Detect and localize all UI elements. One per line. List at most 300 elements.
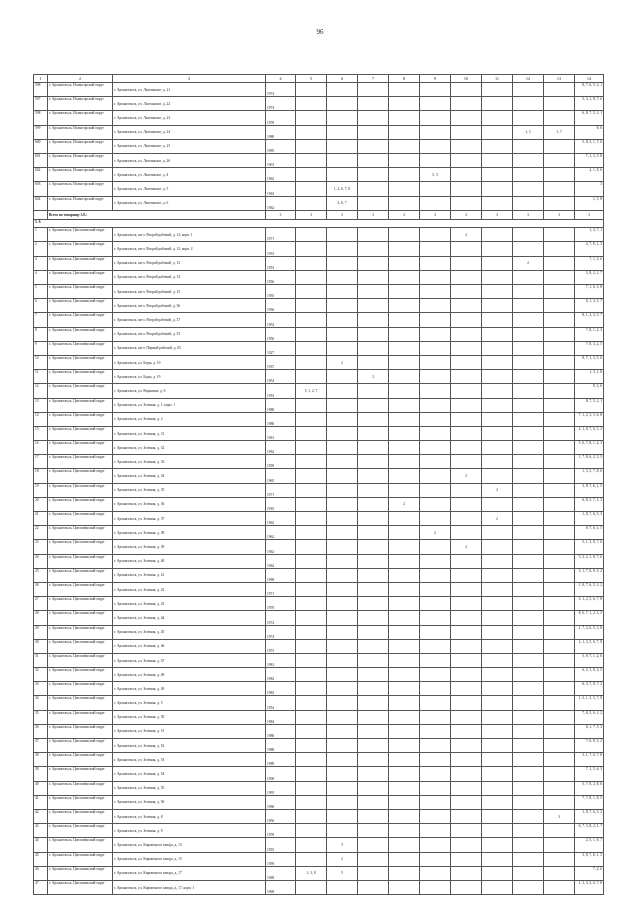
row-c8 bbox=[389, 299, 420, 313]
row-c12 bbox=[513, 469, 544, 483]
row-c12: 2 bbox=[513, 256, 544, 270]
row-c14: 6, 3, 7, 8, 7, 2 bbox=[575, 682, 604, 696]
row-c10 bbox=[451, 83, 482, 97]
row-year: 1971 bbox=[266, 483, 296, 497]
row-number: 8 bbox=[34, 327, 48, 341]
row-c14: 1, 3, 1, 8 bbox=[575, 370, 604, 384]
row-number: 6 bbox=[34, 299, 48, 313]
row-c8 bbox=[389, 880, 420, 894]
row-c7 bbox=[358, 384, 389, 398]
row-year: 1953 bbox=[266, 256, 296, 270]
row-c11 bbox=[482, 242, 513, 256]
row-address: г. Архангельск, ул. Зеленая, д. 1, корп. 1 bbox=[113, 398, 266, 412]
page-number: 96 bbox=[316, 28, 324, 36]
row-c6 bbox=[327, 597, 358, 611]
row-c6: 5 bbox=[327, 866, 358, 880]
row-c13 bbox=[544, 540, 575, 554]
row-c13 bbox=[544, 168, 575, 182]
row-c11 bbox=[482, 196, 513, 210]
row-c13 bbox=[544, 139, 575, 153]
row-number: 37 bbox=[34, 739, 48, 753]
row-c14: 2, 1, 3, 5, 6, 7, 8 bbox=[575, 639, 604, 653]
column-number-11: 11 bbox=[482, 75, 513, 83]
row-year: 1983 bbox=[266, 682, 296, 696]
row-location: г. Архангельск, Цигломенский округ bbox=[48, 710, 113, 724]
row-c8: 2 bbox=[389, 497, 420, 511]
row-c14: 1, 8, 7, 6, 5, 3 bbox=[575, 512, 604, 526]
row-c13: 1, 7 bbox=[544, 125, 575, 139]
row-c8 bbox=[389, 625, 420, 639]
row-c9 bbox=[420, 125, 451, 139]
row-number: 15 bbox=[34, 426, 48, 440]
row-c12 bbox=[513, 412, 544, 426]
row-number: 28 bbox=[34, 611, 48, 625]
row-year: 1952 bbox=[266, 313, 296, 327]
row-c5 bbox=[296, 196, 327, 210]
row-address: г. Архангельск, ул. Зеленая, д. 34 bbox=[113, 469, 266, 483]
table-row bbox=[34, 313, 604, 327]
row-c13 bbox=[544, 724, 575, 738]
row-c6 bbox=[327, 739, 358, 753]
row-c14: 2, 5, 1, 8, 7 bbox=[575, 838, 604, 852]
row-c10 bbox=[451, 483, 482, 497]
row-c5 bbox=[296, 355, 327, 369]
row-number: 22 bbox=[34, 526, 48, 540]
row-address: г. Архангельск, ул. Лахтинское, д. 25 bbox=[113, 139, 266, 153]
table-row bbox=[34, 370, 604, 384]
row-number: 7 bbox=[34, 313, 48, 327]
row-number: 602 bbox=[34, 168, 48, 182]
row-c11 bbox=[482, 441, 513, 455]
row-c6 bbox=[327, 582, 358, 596]
row-c7 bbox=[358, 153, 389, 167]
row-address: г. Архангельск, ул. Зеленая, д. 39 bbox=[113, 540, 266, 554]
row-c14: 8, 1, 7, 5, 3 bbox=[575, 724, 604, 738]
row-address: г. Архангельск, кв-л. Второй рабочий, д. 53 bbox=[113, 327, 266, 341]
table-row bbox=[34, 182, 604, 196]
row-c5 bbox=[296, 242, 327, 256]
row-c14: 7, 1, 2, 3, 5, 6, 8 bbox=[575, 412, 604, 426]
column-number-3: 3 bbox=[113, 75, 266, 83]
row-c13 bbox=[544, 355, 575, 369]
row-c5 bbox=[296, 341, 327, 355]
row-c5 bbox=[296, 512, 327, 526]
row-c10 bbox=[451, 611, 482, 625]
row-address: г. Архангельск, ул. Лахтинское, д. 4 bbox=[113, 168, 266, 182]
row-c7 bbox=[358, 753, 389, 767]
row-c12 bbox=[513, 767, 544, 781]
table-row bbox=[34, 795, 604, 809]
row-c9 bbox=[420, 852, 451, 866]
table-row bbox=[34, 469, 604, 483]
row-c6 bbox=[327, 441, 358, 455]
row-c11 bbox=[482, 682, 513, 696]
row-c9 bbox=[420, 739, 451, 753]
row-c9 bbox=[420, 370, 451, 384]
row-address: г. Архангельск, ул. Зеленая, д. 35 bbox=[113, 483, 266, 497]
row-c13 bbox=[544, 256, 575, 270]
row-c7 bbox=[358, 696, 389, 710]
row-location: г. Архангельск, Цигломенский округ bbox=[48, 724, 113, 738]
row-c10 bbox=[451, 795, 482, 809]
row-address: г. Архангельск, ул. Зеленая, д. 9 bbox=[113, 824, 266, 838]
row-number: 43 bbox=[34, 824, 48, 838]
row-c10 bbox=[451, 809, 482, 823]
row-c8 bbox=[389, 795, 420, 809]
row-c12 bbox=[513, 639, 544, 653]
row-c6 bbox=[327, 228, 358, 242]
row-number: 20 bbox=[34, 497, 48, 511]
row-c12 bbox=[513, 426, 544, 440]
row-c14: 1, 2, 3, 5, 6, 7, 8 bbox=[575, 880, 604, 894]
total-value: 3 bbox=[296, 210, 327, 219]
row-c9 bbox=[420, 753, 451, 767]
row-location: г. Архангельск, Исакогорский округ bbox=[48, 111, 113, 125]
row-c5 bbox=[296, 611, 327, 625]
row-c8 bbox=[389, 168, 420, 182]
row-address: г. Архангельск, ул. Зеленая, д. 37 bbox=[113, 512, 266, 526]
row-c8 bbox=[389, 809, 420, 823]
row-year: 1986 bbox=[266, 724, 296, 738]
row-location: г. Архангельск, Цигломенский округ bbox=[48, 455, 113, 469]
row-c10 bbox=[451, 682, 482, 696]
row-c12 bbox=[513, 582, 544, 596]
row-number: 17 bbox=[34, 455, 48, 469]
table-row bbox=[34, 355, 604, 369]
row-number: 604 bbox=[34, 196, 48, 210]
row-year: 1959 bbox=[266, 852, 296, 866]
row-number: 603 bbox=[34, 182, 48, 196]
row-c10 bbox=[451, 168, 482, 182]
row-c9 bbox=[420, 196, 451, 210]
row-year: 1956 bbox=[266, 299, 296, 313]
row-address: г. Архангельск, ул. Зеленая, д. 38 bbox=[113, 526, 266, 540]
row-year: 1973 bbox=[266, 639, 296, 653]
row-c9 bbox=[420, 139, 451, 153]
row-c11 bbox=[482, 838, 513, 852]
row-c10 bbox=[451, 824, 482, 838]
row-location: г. Архангельск, Цигломенский округ bbox=[48, 526, 113, 540]
row-c11 bbox=[482, 455, 513, 469]
row-address: г. Архангельск, ул. Лахтинское, д. 26 bbox=[113, 153, 266, 167]
row-c11 bbox=[482, 696, 513, 710]
row-address: г. Архангельск, ул. Зеленая, д. 31 bbox=[113, 426, 266, 440]
row-c13 bbox=[544, 611, 575, 625]
row-number: 38 bbox=[34, 753, 48, 767]
row-c12 bbox=[513, 710, 544, 724]
row-c12 bbox=[513, 526, 544, 540]
row-number: 32 bbox=[34, 668, 48, 682]
row-c11 bbox=[482, 83, 513, 97]
row-c11 bbox=[482, 111, 513, 125]
row-c14: 8, 6, 7, 1, 2, 3, 5 bbox=[575, 611, 604, 625]
row-location: г. Архангельск, Цигломенский округ bbox=[48, 341, 113, 355]
row-c9 bbox=[420, 512, 451, 526]
row-c11 bbox=[482, 355, 513, 369]
row-c11 bbox=[482, 710, 513, 724]
row-year: 1971 bbox=[266, 582, 296, 596]
table-row bbox=[34, 242, 604, 256]
total-value: 3 bbox=[266, 210, 296, 219]
row-c6 bbox=[327, 455, 358, 469]
row-c11 bbox=[482, 327, 513, 341]
row-year: 1927 bbox=[266, 341, 296, 355]
row-year: 1962 bbox=[266, 196, 296, 210]
row-c7 bbox=[358, 228, 389, 242]
row-address: г. Архангельск, ул. Зеленая, д. 36 bbox=[113, 497, 266, 511]
row-c8 bbox=[389, 125, 420, 139]
row-address: г. Архангельск, ул. Зеленая, д. 45 bbox=[113, 625, 266, 639]
row-c5 bbox=[296, 412, 327, 426]
row-c12 bbox=[513, 852, 544, 866]
row-c11 bbox=[482, 653, 513, 667]
row-c6 bbox=[327, 426, 358, 440]
row-number: 599 bbox=[34, 125, 48, 139]
row-c6 bbox=[327, 625, 358, 639]
row-c10 bbox=[451, 554, 482, 568]
row-c8 bbox=[389, 384, 420, 398]
table-row bbox=[34, 512, 604, 526]
row-year: 1980 bbox=[266, 412, 296, 426]
row-c14: 2, 1, 8, 7, 6, 5, 3 bbox=[575, 426, 604, 440]
row-c11 bbox=[482, 724, 513, 738]
row-c9 bbox=[420, 182, 451, 196]
row-c5 bbox=[296, 441, 327, 455]
row-c6 bbox=[327, 341, 358, 355]
row-c12 bbox=[513, 668, 544, 682]
row-c14: 1, 5, 8 bbox=[575, 196, 604, 210]
row-c13 bbox=[544, 824, 575, 838]
row-c9 bbox=[420, 540, 451, 554]
row-address: г. Архангельск, кв-л. Второй рабочий, д. 12, корп. 1 bbox=[113, 228, 266, 242]
row-c10 bbox=[451, 653, 482, 667]
row-c14: 1, 8, 7, 6, 5, 2 bbox=[575, 809, 604, 823]
row-c9 bbox=[420, 568, 451, 582]
row-c6 bbox=[327, 781, 358, 795]
row-c14: 6, 8, 5, 7, 1, 3 bbox=[575, 497, 604, 511]
row-c14: 8, 7, 1, 3, 5, 6 bbox=[575, 355, 604, 369]
row-c8 bbox=[389, 866, 420, 880]
row-c5 bbox=[296, 838, 327, 852]
row-c10 bbox=[451, 327, 482, 341]
row-c8 bbox=[389, 781, 420, 795]
table-row bbox=[34, 809, 604, 823]
table-row bbox=[34, 327, 604, 341]
row-c12 bbox=[513, 795, 544, 809]
row-c12 bbox=[513, 313, 544, 327]
table-row bbox=[34, 781, 604, 795]
row-c5 bbox=[296, 540, 327, 554]
row-c7 bbox=[358, 327, 389, 341]
row-c5 bbox=[296, 568, 327, 582]
row-year: 1978 bbox=[266, 824, 296, 838]
row-c11 bbox=[482, 341, 513, 355]
row-c13 bbox=[544, 285, 575, 299]
table-row bbox=[34, 497, 604, 511]
row-c9 bbox=[420, 653, 451, 667]
row-c8 bbox=[389, 441, 420, 455]
row-c9 bbox=[420, 824, 451, 838]
row-c13 bbox=[544, 512, 575, 526]
row-year: 1959 bbox=[266, 455, 296, 469]
row-c12 bbox=[513, 597, 544, 611]
row-c11 bbox=[482, 398, 513, 412]
row-c14: 5, 8, 7, 1, 2, 6 bbox=[575, 653, 604, 667]
row-c14: 8, 3, 6 bbox=[575, 384, 604, 398]
row-year: 1956 bbox=[266, 809, 296, 823]
row-c8 bbox=[389, 710, 420, 724]
row-address: г. Архангельск, ул. Зеленая, д. 32 bbox=[113, 441, 266, 455]
row-location: г. Архангельск, Цигломенский округ bbox=[48, 838, 113, 852]
row-c9 bbox=[420, 582, 451, 596]
row-number: 16 bbox=[34, 441, 48, 455]
row-location: г. Архангельск, Цигломенский округ bbox=[48, 355, 113, 369]
row-address: г. Архангельск, ул. Зеленая, д. 48 bbox=[113, 668, 266, 682]
row-c13 bbox=[544, 370, 575, 384]
row-c5 bbox=[296, 125, 327, 139]
row-c13 bbox=[544, 455, 575, 469]
row-c13 bbox=[544, 653, 575, 667]
row-c7 bbox=[358, 168, 389, 182]
row-address: г. Архангельск, ул. Кирпичного завода, д. 17, корп. 1 bbox=[113, 880, 266, 894]
row-c9 bbox=[420, 554, 451, 568]
row-year: 1974 bbox=[266, 83, 296, 97]
row-c14: 3, 1, 2, 5, 6, 7, 8 bbox=[575, 597, 604, 611]
row-c8 bbox=[389, 597, 420, 611]
row-c8 bbox=[389, 139, 420, 153]
table-row bbox=[34, 597, 604, 611]
row-c6 bbox=[327, 809, 358, 823]
row-c13 bbox=[544, 852, 575, 866]
row-c6 bbox=[327, 97, 358, 111]
row-address: г. Архангельск, ул. Зеленая, д. 44 bbox=[113, 611, 266, 625]
row-c13 bbox=[544, 682, 575, 696]
row-c10 bbox=[451, 781, 482, 795]
table-row bbox=[34, 866, 604, 880]
table-row bbox=[34, 285, 604, 299]
row-c12 bbox=[513, 398, 544, 412]
row-c9 bbox=[420, 455, 451, 469]
row-c8 bbox=[389, 568, 420, 582]
row-c10 bbox=[451, 710, 482, 724]
row-number: 31 bbox=[34, 653, 48, 667]
row-address: г. Архангельск, кв-л. Второй рабочий, д. 12, корп. 2 bbox=[113, 242, 266, 256]
row-c8 bbox=[389, 313, 420, 327]
row-number: 598 bbox=[34, 83, 48, 97]
row-number: 46 bbox=[34, 866, 48, 880]
row-location: г. Архангельск, Цигломенский округ bbox=[48, 682, 113, 696]
row-address: г. Архангельск, ул. Лахтинское, д. 6 bbox=[113, 196, 266, 210]
row-c12 bbox=[513, 168, 544, 182]
row-c6: 1, 2, 6, 7, 8 bbox=[327, 182, 358, 196]
row-address: г. Архангельск, ул. Лахтинское, д. 5 bbox=[113, 182, 266, 196]
row-c7 bbox=[358, 795, 389, 809]
row-number: 25 bbox=[34, 568, 48, 582]
total-value: 3 bbox=[482, 210, 513, 219]
row-c7 bbox=[358, 285, 389, 299]
row-c8 bbox=[389, 668, 420, 682]
row-number: 600 bbox=[34, 139, 48, 153]
row-c9 bbox=[420, 270, 451, 284]
row-c6 bbox=[327, 270, 358, 284]
row-c10 bbox=[451, 398, 482, 412]
row-c7 bbox=[358, 625, 389, 639]
row-number: 41 bbox=[34, 795, 48, 809]
row-c7 bbox=[358, 739, 389, 753]
table-row bbox=[34, 341, 604, 355]
row-c6 bbox=[327, 370, 358, 384]
row-location: г. Архангельск, Цигломенский округ bbox=[48, 384, 113, 398]
row-c5 bbox=[296, 795, 327, 809]
row-c12 bbox=[513, 327, 544, 341]
row-c11 bbox=[482, 256, 513, 270]
column-number-5: 5 bbox=[296, 75, 327, 83]
row-c8 bbox=[389, 398, 420, 412]
row-c8 bbox=[389, 682, 420, 696]
row-c5 bbox=[296, 639, 327, 653]
row-c9 bbox=[420, 441, 451, 455]
row-c10 bbox=[451, 355, 482, 369]
row-c10 bbox=[451, 526, 482, 540]
row-c7 bbox=[358, 398, 389, 412]
row-number: 597 bbox=[34, 97, 48, 111]
row-location: г. Архангельск, Цигломенский округ bbox=[48, 795, 113, 809]
row-location: г. Архангельск, Цигломенский округ bbox=[48, 540, 113, 554]
table-row bbox=[34, 398, 604, 412]
row-c14: 3 bbox=[575, 182, 604, 196]
row-c14: 8, 6 bbox=[575, 125, 604, 139]
row-location: г. Архангельск, Цигломенский округ bbox=[48, 256, 113, 270]
row-location: г. Архангельск, Цигломенский округ bbox=[48, 668, 113, 682]
row-c7 bbox=[358, 256, 389, 270]
row-c13 bbox=[544, 270, 575, 284]
row-c13 bbox=[544, 153, 575, 167]
row-c11 bbox=[482, 866, 513, 880]
row-c8 bbox=[389, 196, 420, 210]
row-c14: 2, 7, 8, 1, 3 bbox=[575, 242, 604, 256]
row-c6 bbox=[327, 139, 358, 153]
row-c10 bbox=[451, 497, 482, 511]
row-c5: 1, 3, 8 bbox=[296, 866, 327, 880]
row-c14: 2, 1, 8, 6 bbox=[575, 168, 604, 182]
row-location: г. Архангельск, Цигломенский округ bbox=[48, 866, 113, 880]
row-c9 bbox=[420, 497, 451, 511]
row-c11 bbox=[482, 739, 513, 753]
row-c10 bbox=[451, 739, 482, 753]
row-number: 40 bbox=[34, 781, 48, 795]
table-row bbox=[34, 852, 604, 866]
row-c5 bbox=[296, 139, 327, 153]
row-year: 1962 bbox=[266, 168, 296, 182]
row-c9 bbox=[420, 724, 451, 738]
row-c10 bbox=[451, 597, 482, 611]
row-location: г. Архангельск, Исакогорский округ bbox=[48, 196, 113, 210]
row-c7 bbox=[358, 597, 389, 611]
table-row bbox=[34, 139, 604, 153]
row-number: 27 bbox=[34, 597, 48, 611]
row-c9 bbox=[420, 299, 451, 313]
row-c5 bbox=[296, 370, 327, 384]
row-year: 1962 bbox=[266, 540, 296, 554]
row-c14: 1, 3, 7, 1 bbox=[575, 228, 604, 242]
row-c6 bbox=[327, 753, 358, 767]
row-c5 bbox=[296, 398, 327, 412]
row-c10 bbox=[451, 313, 482, 327]
row-c9 bbox=[420, 838, 451, 852]
row-c7 bbox=[358, 668, 389, 682]
row-year: 1989 bbox=[266, 753, 296, 767]
row-c10 bbox=[451, 668, 482, 682]
